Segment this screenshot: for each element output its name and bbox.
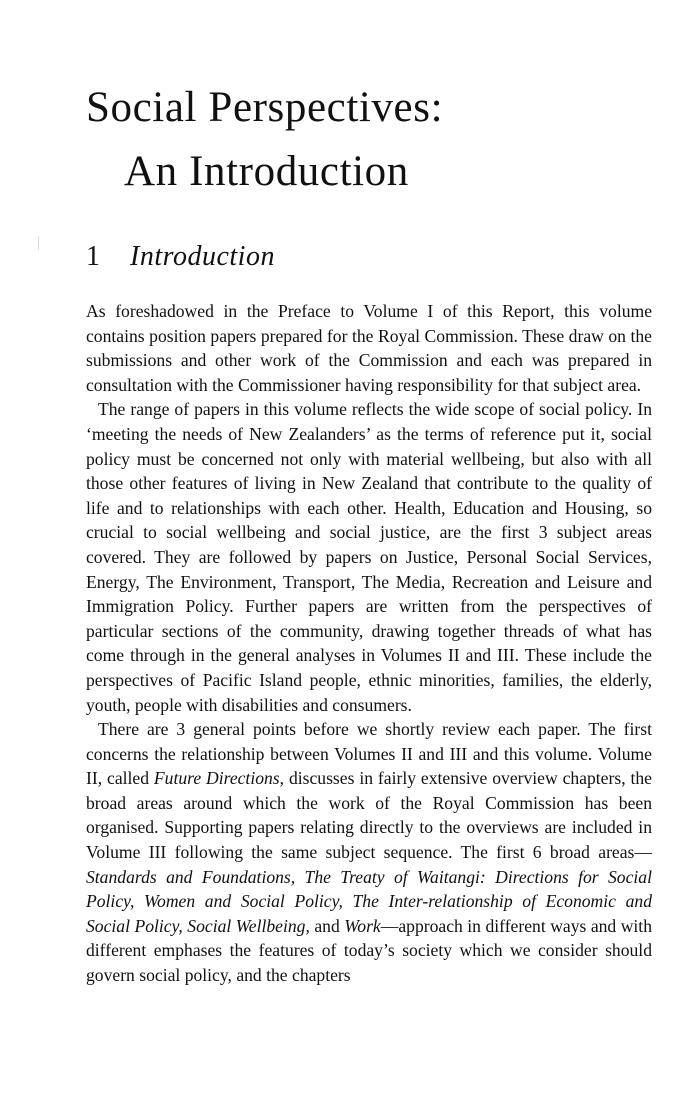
section-title: Introduction [130, 241, 275, 272]
paragraph-2: The range of papers in this volume reflects the wide scope of social policy. In ‘meeting the needs of New Zealanders’ as the terms of reference put it, social policy must be concerned not only with material wellbeing, but also with all those other features of living in New Zealand that contribute to the quality of life and to relationships with each other. Health, Education and Housing, so crucial to social wellbeing and social justice, are the first 3 subject areas covered. They are followed by papers on Justice, Personal Social Services, Energy, The Environment, Transport, The Media, Recreation and Leisure and Immigration Policy. Further papers are written from the perspectives of particular sections of the community, drawing together threads of what has come through in the general analyses in Volumes II and III. These include the perspectives of Pacific Island people, ethnic minorities, families, the elderly, youth, people with disabilities and consumers. [86, 399, 652, 715]
section-number: 1 [86, 241, 100, 272]
margin-mark [38, 236, 39, 250]
paragraph-1: As foreshadowed in the Preface to Volume I of this Report, this volume contains position papers prepared for the Royal Commission. These draw on the submissions and other work of the Commission and each was prepared in consultation with the Commissioner having responsibility for that subject area. [86, 301, 652, 395]
paragraph-3-part-a: There are 3 general points before we shortly review each paper. The first concerns the relationship between Volumes II and III and this volume. Volume II, called [86, 719, 652, 789]
paragraph-3 [86, 717, 652, 988]
body-text [86, 299, 652, 988]
section-heading [86, 240, 275, 274]
title-line-2: An Introduction [124, 148, 409, 195]
paragraph-3-broad-areas: Standards and Foundations, The Treaty of Waitangi: Directions for Social Policy, Women and Social Policy, The Inter-relationship of Economic and Social Policy, Social Wellbeing, [86, 866, 652, 936]
paragraph-3-part-g: —approach in different ways and with different emphases the features of today’s society which we consider should govern social policy, and the chapters [86, 915, 652, 986]
page-title [86, 76, 443, 204]
paragraph-3-work: Work [344, 915, 381, 936]
paragraph-3-part-e: and [309, 915, 345, 936]
title-line-1: Social Perspectives: [86, 84, 444, 131]
paragraph-3-part-c: , discusses in fairly extensive overview chapters, the broad areas around which the work of the Royal Commission has been organised. Supporting papers relating directly to the overviews are included in Volume III following the same subject sequence. The first 6 broad areas— [86, 768, 652, 863]
paragraph-3-title-future-directions: Future Directions [153, 768, 280, 789]
